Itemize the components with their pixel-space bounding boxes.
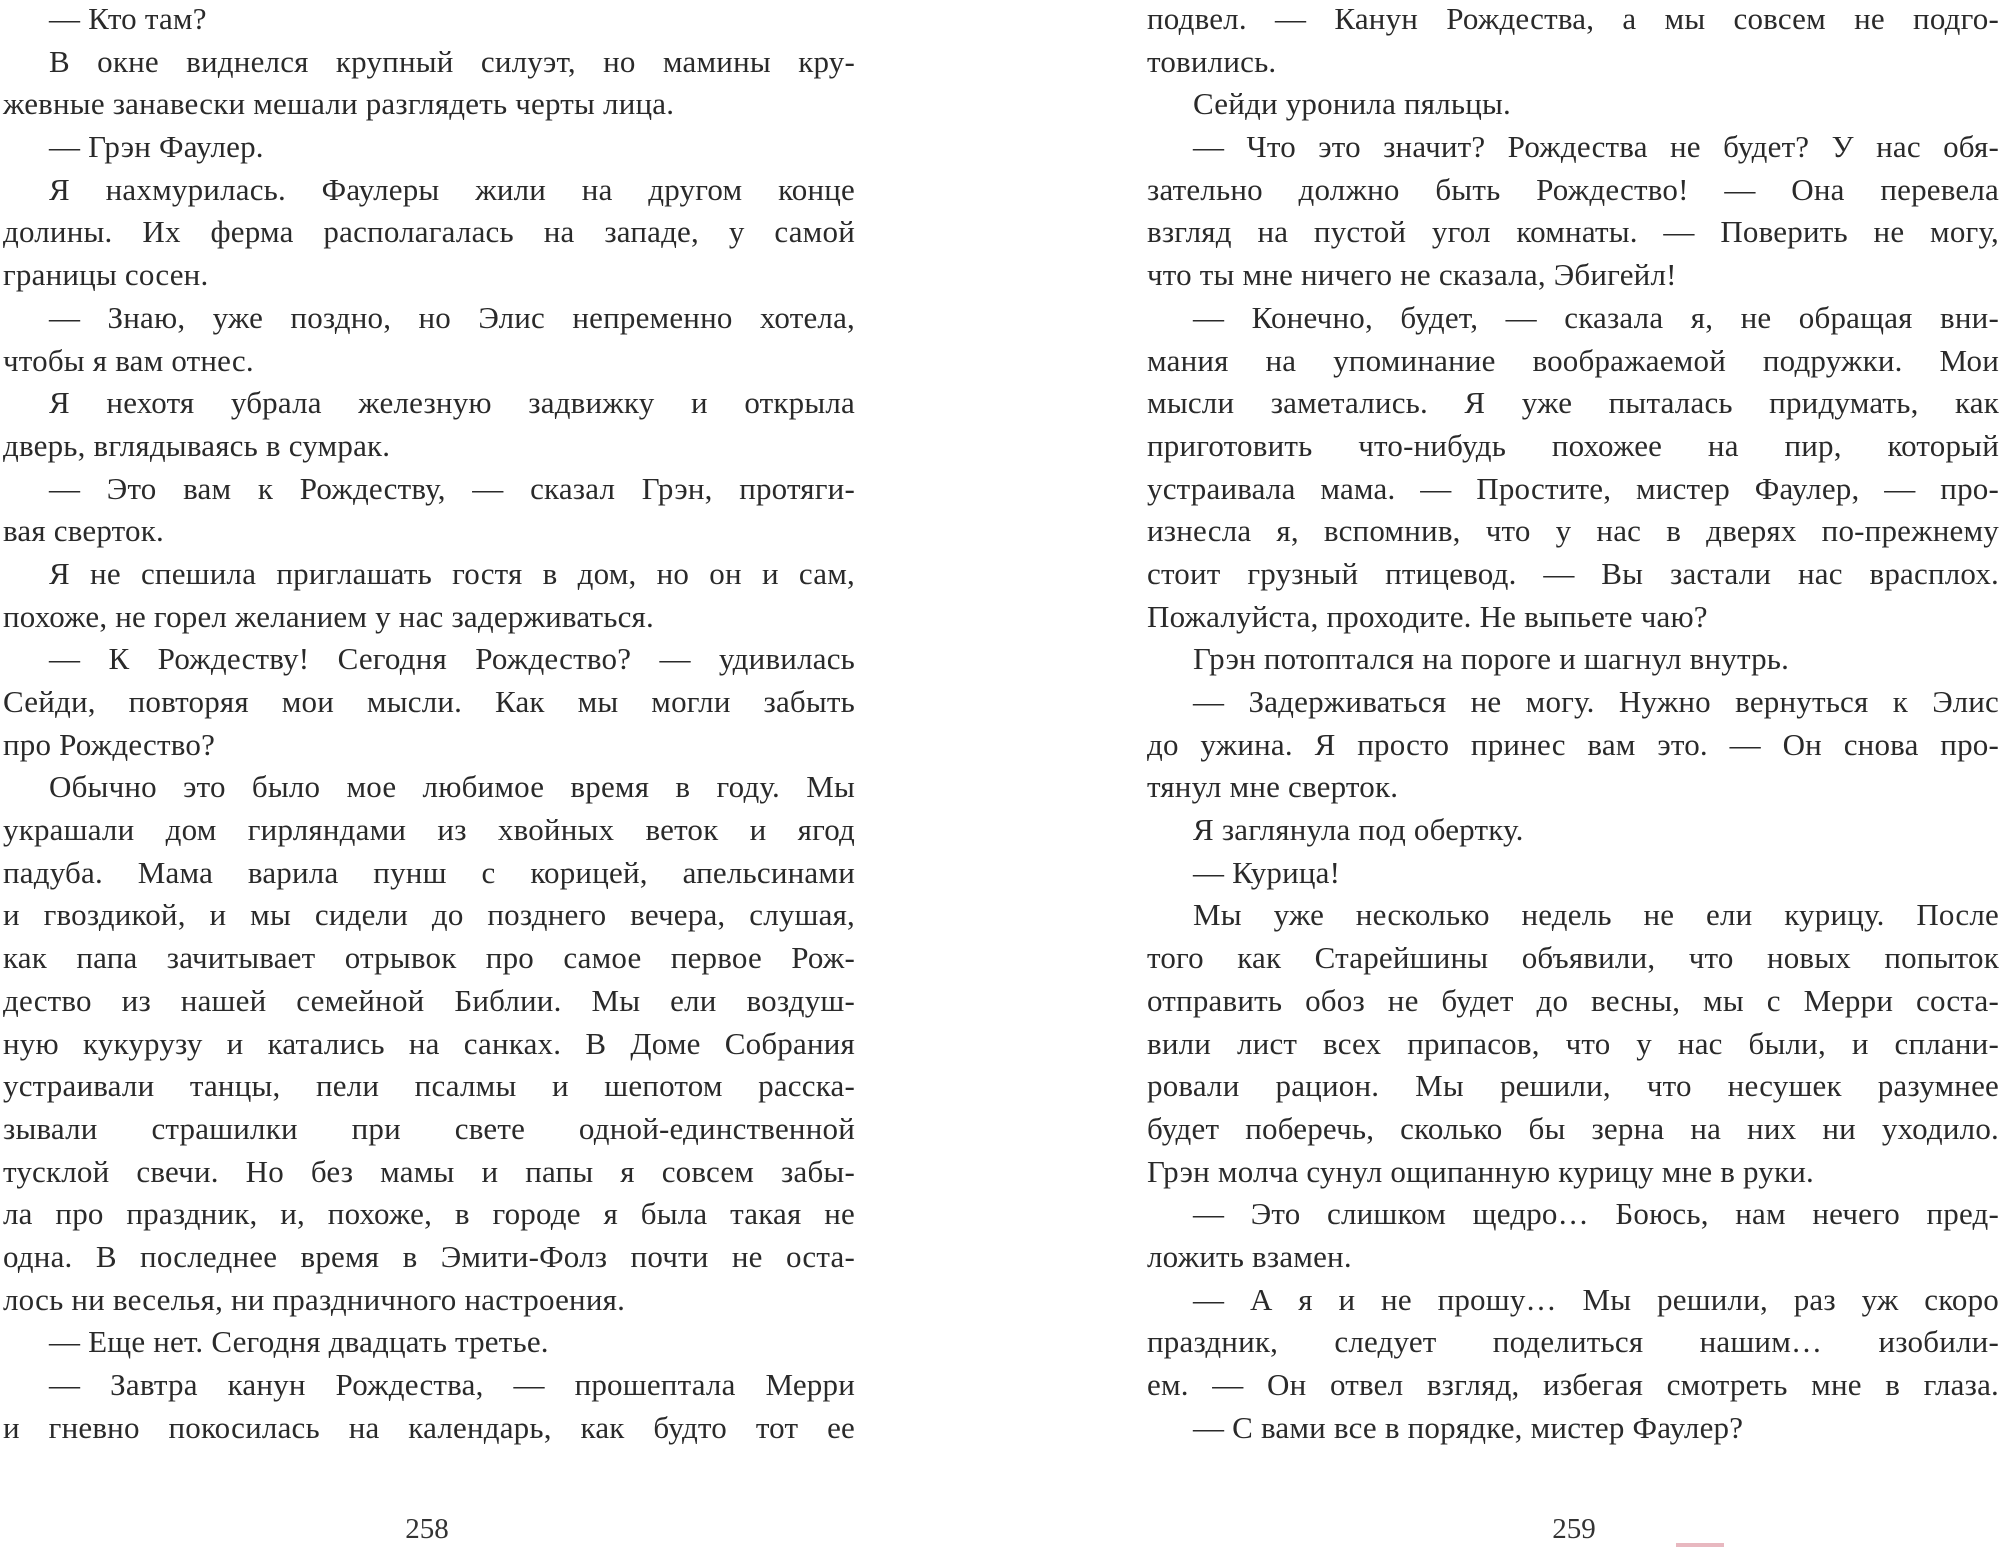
- text-line: стоит грузный птицевод. — Вы застали нас врасплох.: [1147, 555, 1999, 591]
- right-page-number: 259: [1552, 1513, 1596, 1545]
- text-line: вили лист всех припасов, что у нас были, и сплани-: [1147, 1025, 1999, 1061]
- text-line: Обычно это было мое любимое время в году. Мы: [49, 769, 855, 805]
- text-line: дверь, вглядываясь в сумрак.: [3, 427, 391, 463]
- text-line: долины. Их ферма располагалась на западе, у самой: [3, 214, 855, 250]
- text-line: тянул мне сверток.: [1147, 769, 1399, 805]
- left-page-number: 258: [405, 1513, 449, 1545]
- text-line: устраивала мама. — Простите, мистер Фаулер, — про-: [1147, 470, 1999, 506]
- text-line: того как Старейшины объявили, что новых попыток: [1147, 940, 1999, 976]
- text-line: устраивали танцы, пели псалмы и шепотом расска-: [3, 1068, 855, 1104]
- text-line: ла про праздник, и, похоже, в городе я была такая не: [3, 1196, 855, 1232]
- text-line: Сейди, повторяя мои мысли. Как мы могли забыть: [3, 684, 855, 719]
- text-line: — Курица!: [1193, 854, 1341, 890]
- text-line: — Это слишком щедро… Боюсь, нам нечего пред-: [1193, 1196, 1999, 1232]
- text-line: дество из нашей семейной Библии. Мы ели воздуш-: [3, 982, 855, 1018]
- text-line: Грэн молча сунул ощипанную курицу мне в руки.: [1147, 1153, 1815, 1189]
- text-line: — Задерживаться не могу. Нужно вернуться к Элис: [1193, 684, 1999, 719]
- right-page: [1147, 0, 1999, 1449]
- text-line: — Кто там?: [49, 1, 207, 36]
- text-line: праздник, следует поделиться нашим… изобили-: [1147, 1324, 1999, 1360]
- text-line: зывали страшилки при свете одной-единственной: [3, 1110, 855, 1146]
- text-line: и гневно покосилась на календарь, как будто тот ее: [3, 1409, 855, 1445]
- text-line: падуба. Мама варила пунш с корицей, апельсинами: [3, 854, 855, 890]
- page-edge-mark: [1676, 1543, 1724, 1547]
- text-line: — Конечно, будет, — сказала я, не обращая вни-: [1193, 299, 1999, 335]
- text-line: — Грэн Фаулер.: [49, 129, 264, 165]
- text-line: — Завтра канун Рождества, — прошептала Мерри: [49, 1367, 855, 1402]
- text-line: — К Рождеству! Сегодня Рождество? — удивилась: [49, 641, 855, 677]
- text-line: Я нахмурилась. Фаулеры жили на другом конце: [49, 171, 855, 207]
- left-page: [3, 0, 855, 1449]
- text-line: как папа зачитывает отрывок про самое первое Рож-: [3, 940, 855, 976]
- text-line: Я заглянула под обертку.: [1193, 812, 1524, 848]
- text-line: Сейди уронила пяльцы.: [1193, 86, 1511, 122]
- text-line: В окне виднелся крупный силуэт, но мамины кру-: [49, 43, 855, 79]
- text-line: — Это вам к Рождеству, — сказал Грэн, протяги-: [49, 470, 855, 506]
- text-line: украшали дом гирляндами из хвойных веток и ягод: [3, 812, 855, 848]
- text-line: про Рождество?: [3, 726, 216, 762]
- text-line: Я не спешила приглашать гостя в дом, но он и сам,: [49, 555, 855, 591]
- text-line: Мы уже несколько недель не ели курицу. После: [1193, 897, 1999, 933]
- text-line: тусклой свечи. Но без мамы и папы я совсем забы-: [3, 1153, 855, 1189]
- text-line: одна. В последнее время в Эмити-Фолз почти не оста-: [3, 1238, 855, 1274]
- text-line: и гвоздикой, и мы сидели до позднего вечера, слушая,: [3, 897, 855, 933]
- text-line: — Еще нет. Сегодня двадцать третье.: [49, 1324, 549, 1360]
- text-line: ем. — Он отвел взгляд, избегая смотреть мне в глаза.: [1147, 1367, 1999, 1402]
- text-line: мысли заметались. Я уже пыталась придумать, как: [1147, 385, 1999, 421]
- text-line: ложить взамен.: [1147, 1238, 1352, 1274]
- text-line: приготовить что-нибудь похожее на пир, который: [1147, 427, 1999, 463]
- text-line: изнесла я, вспомнив, что у нас в дверях по-прежнему: [1147, 513, 1999, 549]
- text-line: подвел. — Канун Рождества, а мы совсем не подго-: [1147, 1, 1999, 36]
- text-line: границы сосен.: [3, 257, 209, 293]
- text-line: — Что это значит? Рождества не будет? У нас обя-: [1193, 129, 1999, 165]
- right-page-text: [1147, 0, 1999, 1449]
- left-page-text: [3, 0, 855, 1449]
- text-line: что ты мне ничего не сказала, Эбигейл!: [1147, 257, 1677, 293]
- text-line: товились.: [1147, 43, 1277, 79]
- text-line: зательно должно быть Рождество! — Она перевела: [1147, 171, 1999, 207]
- text-line: — С вами все в порядке, мистер Фаулер?: [1193, 1409, 1744, 1445]
- text-line: Пожалуйста, проходите. Не выпьете чаю?: [1147, 598, 1708, 634]
- text-line: чтобы я вам отнес.: [3, 342, 254, 378]
- text-line: Грэн потоптался на пороге и шагнул внутрь.: [1193, 641, 1790, 677]
- text-line: ную кукурузу и катались на санках. В Доме Собрания: [3, 1025, 855, 1061]
- text-line: ровали рацион. Мы решили, что несушек разумнее: [1147, 1068, 1999, 1104]
- text-line: взгляд на пустой угол комнаты. — Поверить не могу,: [1147, 214, 1999, 250]
- text-line: будет поберечь, сколько бы зерна на них ни уходило.: [1147, 1110, 1999, 1146]
- text-line: мания на упоминание воображаемой подружки. Мои: [1147, 342, 1999, 378]
- text-line: вая сверток.: [3, 513, 164, 549]
- text-line: до ужина. Я просто принес вам это. — Он снова про-: [1147, 726, 1999, 762]
- text-line: отправить обоз не будет до весны, мы с Мерри соста-: [1147, 982, 1999, 1018]
- text-line: Я нехотя убрала железную задвижку и открыла: [49, 385, 855, 421]
- text-line: — А я и не прошу… Мы решили, раз уж скоро: [1193, 1281, 1999, 1317]
- text-line: лось ни веселья, ни праздничного настроения.: [3, 1281, 626, 1317]
- text-line: жевные занавески мешали разглядеть черты лица.: [3, 86, 675, 122]
- text-line: — Знаю, уже поздно, но Элис непременно хотела,: [49, 299, 855, 335]
- text-line: похоже, не горел желанием у нас задерживаться.: [3, 598, 654, 634]
